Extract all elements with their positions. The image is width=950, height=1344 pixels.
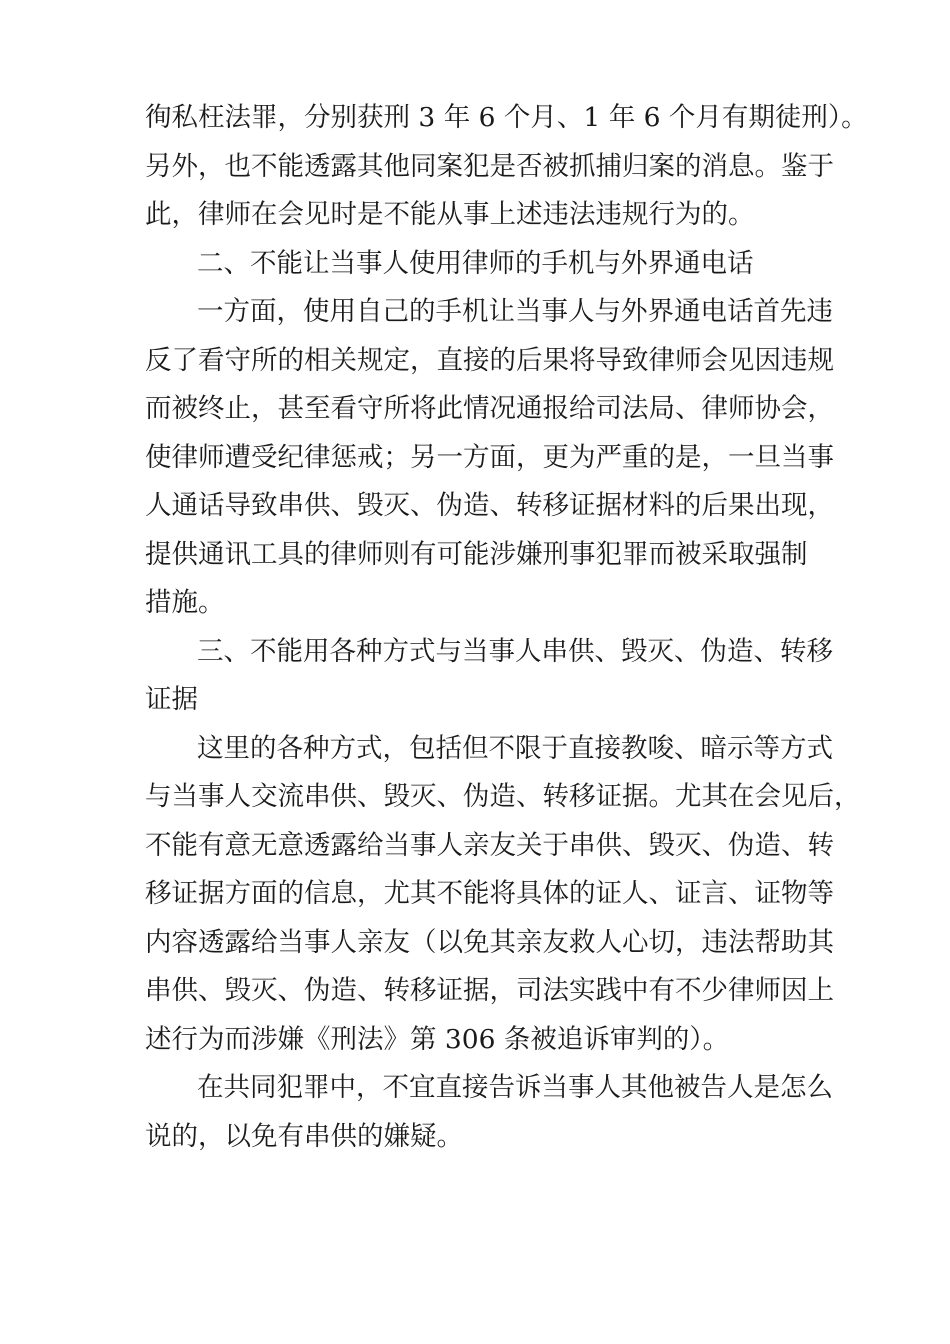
section-heading-3: 三、不能用各种方式与当事人串供、毁灭、伪造、转移 [197,635,833,667]
text-line: 内容透露给当事人亲友（以免其亲友救人心切，违法帮助其 [145,926,834,958]
text-line: 移证据方面的信息，尤其不能将具体的证人、证言、证物等 [145,878,834,909]
text-line: 这里的各种方式，包括但不限于直接教唆、暗示等方式 [197,732,833,764]
text-line: 与当事人交流串供、毁灭、伪造、转移证据。尤其在会见后， [145,781,861,812]
section-heading-2: 二、不能让当事人使用律师的手机与外界通电话 [197,247,754,279]
text-line: 说的，以免有串供的嫌疑。 [145,1120,463,1152]
text-line: 在共同犯罪中，不宜直接告诉当事人其他被告人是怎么 [197,1072,833,1103]
text-line: 人通话导致串供、毁灭、伪造、转移证据材料的后果出现， [145,490,834,521]
text-line: 而被终止，甚至看守所将此情况通报给司法局、律师协会， [145,393,834,424]
text-line: 使律师遭受纪律惩戒；另一方面，更为严重的是，一旦当事 [145,441,834,473]
section-heading-3-cont: 证据 [145,684,198,715]
document-body [145,94,868,1161]
text-line: 措施。 [145,587,225,618]
text-line: 此，律师在会见时是不能从事上述违法违规行为的。 [145,199,755,230]
text-line: 徇私枉法罪，分别获刑 3 年 6 个月、1 年 6 个月有期徒刑）。 [145,102,868,133]
text-line: 反了看守所的相关规定，直接的后果将导致律师会见因违规 [145,344,834,376]
text-line: 串供、毁灭、伪造、转移证据，司法实践中有不少律师因上 [145,975,834,1006]
text-line: 述行为而涉嫌《刑法》第 306 条被追诉审判的）。 [145,1023,730,1055]
text-line: 不能有意无意透露给当事人亲友关于串供、毁灭、伪造、转 [145,829,834,861]
text-line: 一方面，使用自己的手机让当事人与外界通电话首先违 [197,296,833,327]
text-line: 另外，也不能透露其他同案犯是否被抓捕归案的消息。鉴于 [145,150,834,182]
text-line: 提供通讯工具的律师则有可能涉嫌刑事犯罪而被采取强制 [145,538,808,570]
